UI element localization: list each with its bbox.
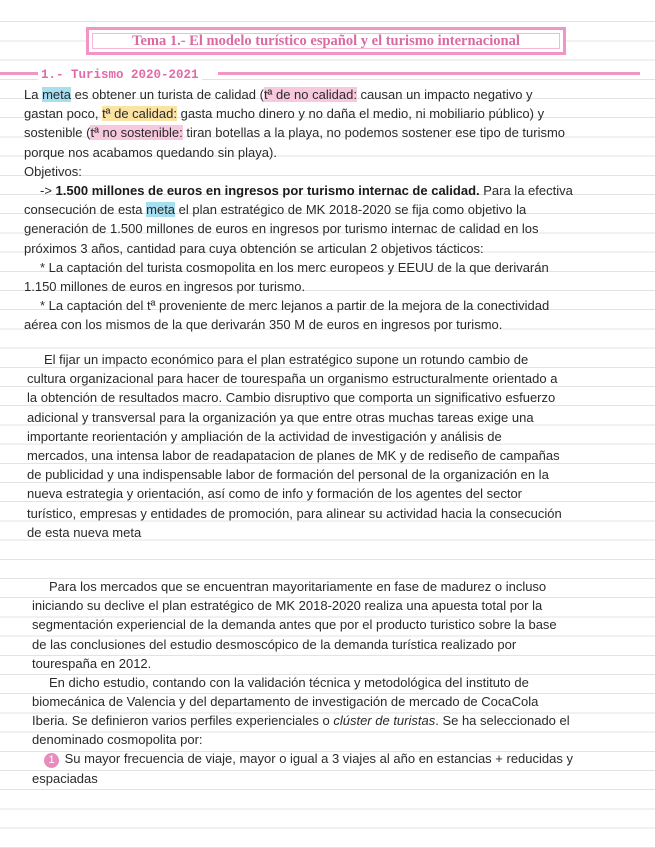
text-line: de esta nueva meta <box>27 524 142 540</box>
highlight-no-sostenible: tª no sostenible: <box>90 125 183 141</box>
text-line: adicional y transversal para la organización ya que entre otras muchas tareas exige una <box>27 409 534 425</box>
number-badge: 1 <box>44 753 59 768</box>
text-line: generación de 1.500 millones de euros en ingresos por turismo internac de calidad en los <box>24 221 539 237</box>
text-line: La meta es obtener un turista de calidad (tª de no calidad: causan un impacto negativo y <box>24 87 533 102</box>
text-line: espaciadas <box>32 770 98 786</box>
text-line: nueva estrategia y orientación, así como de info y formación de los agentes del sector <box>27 486 523 502</box>
text-line: de publicidad y una indispensable labor de formación del personal de la organización en la <box>27 467 549 483</box>
text-line: próximos 3 años, cantidad para cuya obtención se articulan 2 objetivos tácticos: <box>24 240 484 256</box>
text-line: -> 1.500 millones de euros en ingresos por turismo internac de calidad. Para la efectiva <box>40 183 573 199</box>
section-title: 1.- Turismo 2020-2021 <box>38 68 202 82</box>
highlight-no-calidad: tª de no calidad: <box>263 87 357 102</box>
text-line: turístico, empresas y entidades de promoción, para alinear su actividad hacia la consecución <box>27 505 562 521</box>
text-line: la obtención de resultados macro. Cambio disruptivo que comporta un significativo esfuerzo <box>27 390 556 406</box>
text-line: En dicho estudio, contando con la validación técnica y metodológica del instituto de <box>49 675 529 691</box>
text-line: denominado cosmopolita por: <box>32 732 203 748</box>
text-line: gastan poco, tª de calidad: gasta mucho dinero y no daña el medio, ni mobiliario público) y <box>24 106 545 122</box>
text-line: 1.150 millones de euros en ingresos por turismo. <box>24 279 306 295</box>
text-line: * La captación del tª proveniente de merc lejanos a partir de la mejora de la conectividad <box>40 298 550 314</box>
section-rule-left <box>0 72 40 75</box>
highlight-meta: meta <box>42 87 71 102</box>
text-line: El fijar un impacto económico para el plan estratégico supone un rotundo cambio de <box>44 352 529 367</box>
section-rule-right <box>218 72 640 75</box>
text-line: de las conclusiones del estudio desmoscópico de la demanda turística realizado por <box>32 636 517 652</box>
text-line: Objetivos: <box>24 163 82 179</box>
highlight-calidad: tª de calidad: <box>102 106 177 122</box>
text-line: consecución de esta meta el plan estratégico de MK 2018-2020 se fija como objetivo la <box>24 202 527 218</box>
text-line: mercados, una intensa labor de readapatacion de planes de MK y de rediseño de campañas <box>27 448 560 464</box>
text-line: iniciando su declive el plan estratégico de MK 2018-2020 realiza una apuesta total por la <box>32 598 543 614</box>
text-line: importante reorientación y ampliación de la actividad de investigación y análisis de <box>27 428 502 444</box>
objective-bold: 1.500 millones de euros en ingresos por turismo internac de calidad. <box>55 183 480 199</box>
text-line: cultura organizacional para hacer de tourespaña un organismo estructuralmente orientado a <box>27 371 558 387</box>
text-line: sostenible (tª no sostenible: tiran botellas a la playa, no podemos sostener ese tipo de turismo <box>24 125 566 141</box>
paragraph-markets <box>32 577 557 711</box>
paragraph-cluster <box>32 711 573 788</box>
text-line: * La captación del turista cosmopolita en los merc europeos y EEUU de la que derivarán <box>40 259 549 275</box>
page-title: Tema 1.- El modelo turístico español y el turismo internacional <box>132 32 520 49</box>
text-line: aérea con los mismos de la que derivarán 350 M de euros en ingresos por turismo. <box>24 317 503 333</box>
text-line: tourespaña en 2012. <box>32 655 152 671</box>
text-line: biomecánica de Valencia y del departamento de investigación de mercado de CocaCola <box>32 694 539 710</box>
intro-paragraph <box>24 85 573 335</box>
highlight-meta: meta <box>146 202 176 218</box>
list-item: 1 Su mayor frecuencia de viaje, mayor o igual a 3 viajes al año en estancias + reducidas y <box>32 749 573 768</box>
text-line: segmentación experiencial de la demanda antes que por el producto turistico sobre la base <box>32 617 557 633</box>
text-line: Iberia. Se definieron varios perfiles experienciales o clúster de turistas. Se ha seleccionado el <box>32 713 570 728</box>
page-title-box <box>86 27 566 55</box>
paragraph-organizational-change <box>27 350 562 542</box>
emphasis-cluster: clúster de turistas <box>333 713 436 728</box>
text-line: porque nos acabamos quedando sin playa). <box>24 144 277 160</box>
text-line: Para los mercados que se encuentran mayoritariamente en fase de madurez o incluso <box>49 579 547 594</box>
